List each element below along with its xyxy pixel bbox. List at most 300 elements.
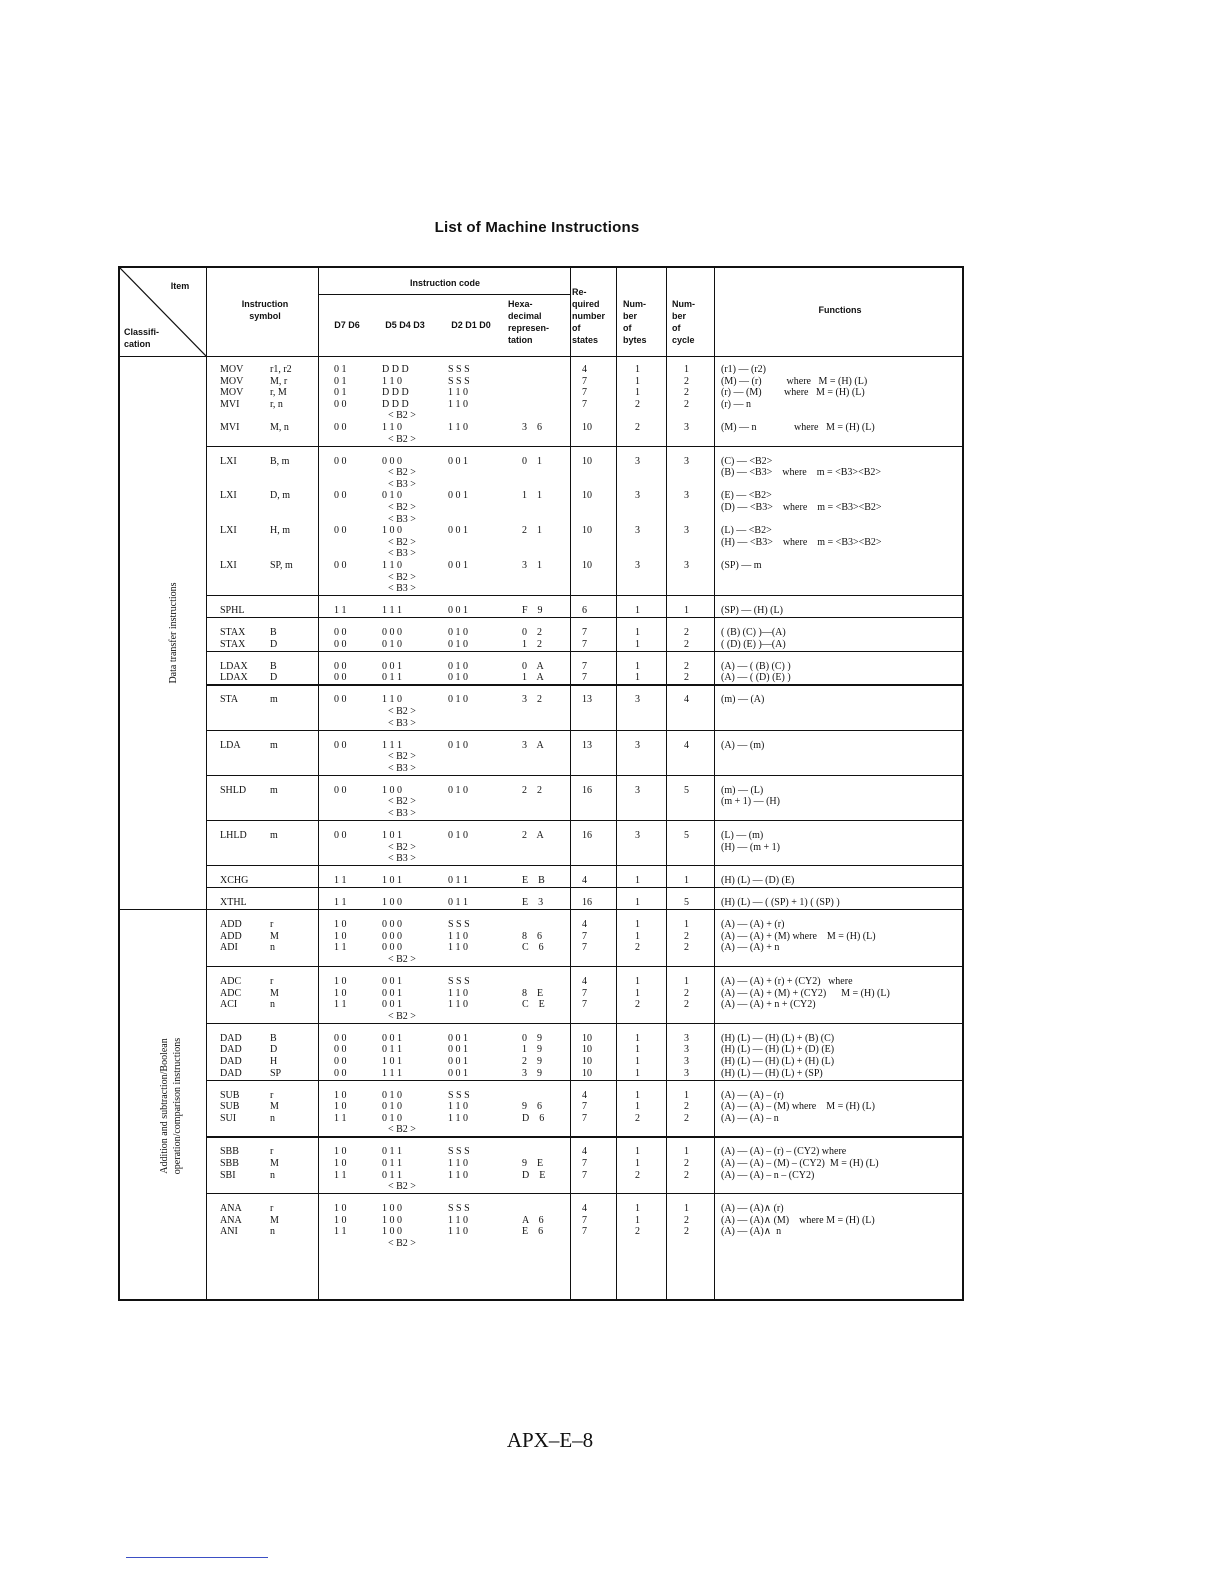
cell-fn: (E) — <B2> <box>721 490 772 502</box>
cell-c3: S S S <box>448 1089 470 1101</box>
cell-c3: 0 1 0 <box>448 694 468 706</box>
cell-fn: (A) — (A)∧ n <box>721 1226 782 1238</box>
cell-op: r1, r2 <box>270 364 292 375</box>
instruction-table <box>118 266 964 1301</box>
cell-op: r, n <box>270 398 283 410</box>
cell-op: M <box>270 1214 279 1226</box>
cell-fn: (A) — (A) + n + (CY2) <box>721 999 816 1011</box>
cell-c2: 0 0 1 <box>382 660 402 672</box>
cell-c1: 0 1 <box>334 387 347 399</box>
cell-c3: S S S <box>448 1146 470 1158</box>
cell-st: 4 <box>582 875 587 887</box>
cell-op: r <box>270 1146 274 1158</box>
cell-op: n <box>270 999 275 1011</box>
cell-c2: < B2 > <box>388 502 416 513</box>
cell-c1: 1 0 <box>334 1158 347 1169</box>
cell-fn: (A) — (A) + (r) + (CY2) where <box>721 976 853 987</box>
cell-st: 4 <box>582 919 587 931</box>
cell-by: 1 <box>635 375 640 387</box>
column-divider <box>206 268 207 1299</box>
cell-cy: 5 <box>684 830 689 841</box>
cell-c1: 0 0 <box>334 694 347 706</box>
cell-by: 2 <box>635 999 640 1011</box>
cell-fn: (A) — (A) – (M) where M = (H) (L) <box>721 1101 875 1113</box>
header-bits-d5-d3: D5 D4 D3 <box>385 320 425 330</box>
row-separator <box>206 617 962 618</box>
cell-mn: MVI <box>220 398 240 410</box>
cell-st: 7 <box>582 672 587 684</box>
cell-cy: 2 <box>684 398 689 410</box>
cell-by: 1 <box>635 919 640 931</box>
cell-c1: 1 1 <box>334 942 347 954</box>
header-item: Item <box>170 281 190 291</box>
cell-cy: 1 <box>684 1089 689 1101</box>
cell-mn: LDA <box>220 739 241 751</box>
cell-c2: 0 0 0 <box>382 930 402 942</box>
cell-cy: 2 <box>684 930 689 942</box>
cell-mn: SBB <box>220 1146 239 1158</box>
cell-op: D, m <box>270 490 290 502</box>
cell-cy: 3 <box>684 560 689 571</box>
cell-c1: 0 0 <box>334 1067 347 1079</box>
cell-hex: 2 2 <box>522 784 542 796</box>
cell-op: B, m <box>270 455 290 467</box>
cell-mn: SUB <box>220 1101 240 1113</box>
cell-st: 7 <box>582 398 587 410</box>
cell-hex: 8 E <box>522 987 544 999</box>
cell-mn: STAX <box>220 638 246 650</box>
cell-cy: 2 <box>684 1169 689 1181</box>
cell-st: 7 <box>582 1169 587 1181</box>
cell-fn: (A) — ( (B) (C) ) <box>721 660 791 672</box>
row-separator <box>206 966 962 967</box>
cell-fn: (H) (L) — ( (SP) + 1) ( (SP) ) <box>721 897 840 909</box>
cell-c2: < B2 > <box>388 536 416 548</box>
cell-by: 3 <box>635 830 640 841</box>
cell-by: 2 <box>635 398 640 410</box>
cell-st: 13 <box>582 694 592 706</box>
cell-c2: 0 1 1 <box>382 1158 402 1169</box>
cell-c2: 1 1 1 <box>382 739 402 751</box>
cell-c1: 0 0 <box>334 1056 347 1067</box>
cell-fn: (r1) — (r2) <box>721 364 766 375</box>
cell-fn: (D) — <B3> where m = <B3><B2> <box>721 502 882 513</box>
cell-c2: D D D <box>382 398 409 410</box>
cell-c2: D D D <box>382 387 409 399</box>
cell-c3: S S S <box>448 1203 470 1215</box>
cell-cy: 1 <box>684 364 689 375</box>
cell-fn: (A) — (A)∧ (r) <box>721 1203 784 1215</box>
cell-by: 3 <box>635 784 640 796</box>
cell-c2: 1 0 0 <box>382 525 402 537</box>
cell-c1: 0 0 <box>334 1044 347 1056</box>
cell-fn: ( (D) (E) )—(A) <box>721 638 786 650</box>
cell-fn: (L) — <B2> <box>721 525 772 537</box>
cell-fn: (L) — (m) <box>721 830 764 841</box>
cell-fn: (A) — (A) + (M) where M = (H) (L) <box>721 930 876 942</box>
row-separator <box>206 730 962 731</box>
cell-c2: 0 0 0 <box>382 627 402 639</box>
cell-cy: 3 <box>684 490 689 502</box>
cell-mn: LXI <box>220 525 237 537</box>
cell-op: M, n <box>270 422 289 433</box>
cell-c2: < B2 > <box>388 1124 416 1136</box>
cell-st: 10 <box>582 1032 592 1044</box>
cell-c2: < B3 > <box>388 548 416 560</box>
cell-hex: 1 2 <box>522 638 542 650</box>
cell-mn: SUB <box>220 1089 240 1101</box>
cell-mn: XCHG <box>220 875 249 887</box>
cell-c2: 0 0 0 <box>382 455 402 467</box>
cell-c3: 0 0 1 <box>448 1056 468 1067</box>
cell-mn: ADI <box>220 942 238 954</box>
cell-mn: LDAX <box>220 672 248 684</box>
cell-fn: (H) (L) — (H) (L) + (D) (E) <box>721 1044 835 1056</box>
cell-st: 7 <box>582 1101 587 1113</box>
header-functions: Functions <box>818 305 862 315</box>
cell-c2: 1 1 0 <box>382 560 402 571</box>
row-separator <box>206 1023 962 1024</box>
cell-c3: 1 1 0 <box>448 398 468 410</box>
cell-mn: MOV <box>220 387 244 399</box>
cell-fn: (SP) — (H) (L) <box>721 605 783 617</box>
cell-st: 7 <box>582 627 587 639</box>
cell-c1: 1 1 <box>334 1226 347 1238</box>
cell-st: 16 <box>582 784 592 796</box>
cell-c1: 0 0 <box>334 784 347 796</box>
cell-c3: 1 1 0 <box>448 987 468 999</box>
cell-cy: 2 <box>684 660 689 672</box>
cell-st: 10 <box>582 490 592 502</box>
cell-c2: 0 1 0 <box>382 638 402 650</box>
cell-c1: 1 0 <box>334 930 347 942</box>
cell-st: 10 <box>582 1056 592 1067</box>
cell-by: 1 <box>635 1089 640 1101</box>
cell-mn: ADC <box>220 987 242 999</box>
cell-c2: 1 0 1 <box>382 875 402 887</box>
cell-c1: 0 0 <box>334 1032 347 1044</box>
cell-st: 4 <box>582 1203 587 1215</box>
cell-st: 4 <box>582 364 587 375</box>
row-separator <box>206 446 962 447</box>
cell-cy: 2 <box>684 375 689 387</box>
column-divider <box>666 268 667 1299</box>
cell-mn: STA <box>220 694 239 706</box>
cell-mn: LXI <box>220 490 237 502</box>
classification-label: Addition and subtraction/Boolean operation/comparison instructions <box>159 1037 183 1174</box>
cell-c3: 1 1 0 <box>448 1226 468 1238</box>
cell-c2: < B2 > <box>388 841 416 853</box>
cell-by: 3 <box>635 560 640 571</box>
cell-c2: 0 0 1 <box>382 1032 402 1044</box>
cell-mn: SUI <box>220 1112 237 1124</box>
header-bits-d7-d6: D7 D6 <box>334 320 360 330</box>
cell-by: 1 <box>635 1146 640 1158</box>
cell-op: M <box>270 987 279 999</box>
cell-mn: SBI <box>220 1169 236 1181</box>
cell-c1: 1 1 <box>334 875 347 887</box>
cell-fn: (A) — (m) <box>721 739 765 751</box>
cell-fn: (A) — (A) – (r) <box>721 1089 784 1101</box>
cell-c2: 1 1 0 <box>382 422 402 433</box>
cell-fn: (A) — (A) + (M) + (CY2) M = (H) (L) <box>721 987 890 999</box>
cell-c1: 1 0 <box>334 1203 347 1215</box>
cell-c2: 0 1 0 <box>382 1112 402 1124</box>
cell-c1: 0 1 <box>334 375 347 387</box>
cell-c3: 0 1 0 <box>448 739 468 751</box>
cell-c3: 1 1 0 <box>448 1169 468 1181</box>
cell-c2: < B2 > <box>388 796 416 808</box>
cell-fn: (B) — <B3> where m = <B3><B2> <box>721 467 882 479</box>
cell-c2: < B3 > <box>388 853 416 865</box>
cell-op: H <box>270 1056 278 1067</box>
cell-cy: 1 <box>684 976 689 987</box>
cell-by: 1 <box>635 1214 640 1226</box>
cell-mn: STAX <box>220 627 246 639</box>
cell-mn: DAD <box>220 1067 242 1079</box>
cell-c3: 1 1 0 <box>448 1214 468 1226</box>
cell-op: SP, m <box>270 560 293 571</box>
footer-rule <box>126 1557 268 1558</box>
cell-fn: (r) — (M) where M = (H) (L) <box>721 387 865 399</box>
cell-c1: 0 0 <box>334 660 347 672</box>
cell-fn: (A) — (A) – (r) – (CY2) where <box>721 1146 847 1158</box>
cell-cy: 2 <box>684 387 689 399</box>
cell-c2: 0 0 0 <box>382 919 402 931</box>
cell-by: 3 <box>635 739 640 751</box>
cell-st: 4 <box>582 1089 587 1101</box>
cell-st: 7 <box>582 1112 587 1124</box>
cell-op: m <box>270 739 278 751</box>
cell-c2: < B3 > <box>388 583 416 595</box>
cell-c2: 1 0 0 <box>382 1203 402 1215</box>
cell-c2: < B2 > <box>388 954 416 965</box>
cell-op: B <box>270 660 277 672</box>
cell-fn: (m + 1) — (H) <box>721 796 780 808</box>
cell-c3: 0 0 1 <box>448 525 468 537</box>
cell-hex: 3 1 <box>522 560 542 571</box>
cell-c1: 1 1 <box>334 999 347 1011</box>
cell-c3: 1 1 0 <box>448 930 468 942</box>
cell-st: 7 <box>582 387 587 399</box>
cell-cy: 2 <box>684 942 689 954</box>
cell-st: 7 <box>582 1158 587 1169</box>
cell-cy: 2 <box>684 1112 689 1124</box>
cell-c3: 0 1 1 <box>448 897 468 909</box>
cell-st: 7 <box>582 987 587 999</box>
row-separator <box>206 865 962 866</box>
cell-op: m <box>270 830 278 841</box>
cell-cy: 2 <box>684 1101 689 1113</box>
cell-by: 1 <box>635 930 640 942</box>
cell-c2: 0 0 0 <box>382 942 402 954</box>
cell-c1: 0 0 <box>334 398 347 410</box>
cell-cy: 1 <box>684 919 689 931</box>
cell-fn: (A) — (A) + n <box>721 942 780 954</box>
cell-by: 3 <box>635 525 640 537</box>
cell-op: m <box>270 694 278 706</box>
cell-c2: 1 0 1 <box>382 1056 402 1067</box>
cell-hex: 2 A <box>522 830 544 841</box>
cell-op: r <box>270 1203 274 1215</box>
cell-by: 1 <box>635 672 640 684</box>
cell-c2: < B2 > <box>388 1238 416 1249</box>
cell-fn: (A) — (A) – (M) – (CY2) M = (H) (L) <box>721 1158 879 1169</box>
cell-fn: (SP) — m <box>721 560 762 571</box>
cell-mn: ACI <box>220 999 238 1011</box>
cell-c3: 1 1 0 <box>448 1112 468 1124</box>
row-separator <box>206 1193 962 1194</box>
cell-by: 1 <box>635 1203 640 1215</box>
cell-by: 1 <box>635 1158 640 1169</box>
header-hex: Hexa- decimal represen- tation <box>508 299 550 345</box>
cell-op: r <box>270 919 274 931</box>
cell-st: 7 <box>582 942 587 954</box>
cell-fn: (A) — (A) – n – (CY2) <box>721 1169 815 1181</box>
cell-c2: 1 1 0 <box>382 694 402 706</box>
cell-fn: ( (B) (C) )—(A) <box>721 627 786 639</box>
cell-c1: 1 0 <box>334 1146 347 1158</box>
cell-mn: ADC <box>220 976 242 987</box>
cell-st: 7 <box>582 930 587 942</box>
cell-c1: 0 0 <box>334 830 347 841</box>
header-bytes: Num- ber of bytes <box>623 299 647 345</box>
cell-hex: C E <box>522 999 545 1011</box>
cell-c3: S S S <box>448 919 470 931</box>
cell-by: 1 <box>635 605 640 617</box>
cell-cy: 1 <box>684 1203 689 1215</box>
cell-cy: 4 <box>684 694 689 706</box>
cell-c3: S S S <box>448 364 470 375</box>
row-separator <box>120 909 962 910</box>
header-states: Re- quired number of states <box>572 287 606 345</box>
cell-c1: 0 0 <box>334 560 347 571</box>
cell-mn: XTHL <box>220 897 247 909</box>
cell-c3: 0 1 0 <box>448 672 468 684</box>
cell-c1: 0 1 <box>334 364 347 375</box>
cell-c1: 0 0 <box>334 638 347 650</box>
cell-fn: (H) (L) — (H) (L) + (H) (L) <box>721 1056 835 1067</box>
cell-hex: 3 9 <box>522 1067 542 1079</box>
cell-hex: 9 E <box>522 1158 544 1169</box>
cell-c2: 0 0 1 <box>382 976 402 987</box>
cell-c2: < B3 > <box>388 808 416 819</box>
cell-hex: A 6 <box>522 1214 544 1226</box>
cell-fn: (M) — n where M = (H) (L) <box>721 422 875 433</box>
cell-op: n <box>270 1226 275 1238</box>
cell-mn: MOV <box>220 375 244 387</box>
cell-fn: (m) — (L) <box>721 784 764 796</box>
cell-by: 2 <box>635 1169 640 1181</box>
cell-st: 10 <box>582 560 592 571</box>
cell-fn: (A) — (A)∧ (M) where M = (H) (L) <box>721 1214 875 1226</box>
cell-c3: 1 1 0 <box>448 422 468 433</box>
column-divider <box>616 268 617 1299</box>
cell-c3: 0 1 0 <box>448 784 468 796</box>
cell-by: 1 <box>635 387 640 399</box>
cell-st: 16 <box>582 897 592 909</box>
cell-mn: ANA <box>220 1203 242 1215</box>
cell-cy: 3 <box>684 422 689 433</box>
cell-hex: E 3 <box>522 897 544 909</box>
cell-c2: 0 0 1 <box>382 987 402 999</box>
cell-c2: 0 1 1 <box>382 1146 402 1158</box>
cell-op: r, M <box>270 387 287 399</box>
cell-st: 10 <box>582 422 592 433</box>
cell-c3: S S S <box>448 375 470 387</box>
cell-c3: 0 0 1 <box>448 455 468 467</box>
cell-cy: 1 <box>684 875 689 887</box>
cell-c3: 0 0 1 <box>448 1067 468 1079</box>
cell-c2: < B3 > <box>388 717 416 729</box>
cell-cy: 2 <box>684 672 689 684</box>
cell-by: 1 <box>635 987 640 999</box>
cell-c2: < B3 > <box>388 478 416 490</box>
cell-op: M <box>270 1158 279 1169</box>
cell-c1: 0 0 <box>334 525 347 537</box>
cell-c3: 1 1 0 <box>448 942 468 954</box>
cell-hex: 1 1 <box>522 490 542 502</box>
cell-cy: 2 <box>684 999 689 1011</box>
row-separator <box>206 684 962 685</box>
cell-c2: 0 1 1 <box>382 1044 402 1056</box>
cell-hex: 1 9 <box>522 1044 542 1056</box>
cell-c1: 1 1 <box>334 605 347 617</box>
table-header <box>120 268 962 357</box>
cell-c1: 0 0 <box>334 672 347 684</box>
cell-fn: (A) — ( (D) (E) ) <box>721 672 791 684</box>
column-divider <box>714 268 715 1299</box>
cell-hex: 2 9 <box>522 1056 542 1067</box>
cell-c2: < B2 > <box>388 706 416 717</box>
cell-hex: 0 2 <box>522 627 542 639</box>
cell-hex: 2 1 <box>522 525 542 537</box>
cell-c2: 0 1 1 <box>382 1169 402 1181</box>
cell-c3: 0 0 1 <box>448 605 468 617</box>
cell-cy: 2 <box>684 1214 689 1226</box>
cell-cy: 2 <box>684 638 689 650</box>
column-divider <box>318 268 319 1299</box>
cell-by: 2 <box>635 1226 640 1238</box>
cell-mn: DAD <box>220 1032 242 1044</box>
cell-st: 10 <box>582 525 592 537</box>
page-number: APX–E–8 <box>506 1428 594 1452</box>
row-separator <box>206 820 962 821</box>
cell-hex: 3 2 <box>522 694 542 706</box>
cell-cy: 1 <box>684 1146 689 1158</box>
cell-op: D <box>270 1044 278 1056</box>
cell-mn: DAD <box>220 1056 242 1067</box>
row-separator <box>206 887 962 888</box>
cell-c2: 1 1 0 <box>382 375 402 387</box>
cell-c2: 1 0 0 <box>382 1226 402 1238</box>
cell-c2: 0 1 0 <box>382 490 402 502</box>
cell-c2: 1 0 1 <box>382 830 402 841</box>
cell-c2: < B2 > <box>388 467 416 479</box>
cell-hex: 9 6 <box>522 1101 542 1113</box>
cell-hex: 0 A <box>522 660 544 672</box>
cell-c3: 0 0 1 <box>448 1044 468 1056</box>
cell-c1: 1 0 <box>334 1089 347 1101</box>
cell-c2: 1 1 1 <box>382 1067 402 1079</box>
cell-cy: 2 <box>684 987 689 999</box>
cell-mn: SBB <box>220 1158 239 1169</box>
cell-c2: 1 0 0 <box>382 897 402 909</box>
cell-c3: 0 0 1 <box>448 1032 468 1044</box>
cell-c1: 0 0 <box>334 739 347 751</box>
cell-by: 1 <box>635 1056 640 1067</box>
cell-cy: 2 <box>684 1226 689 1238</box>
